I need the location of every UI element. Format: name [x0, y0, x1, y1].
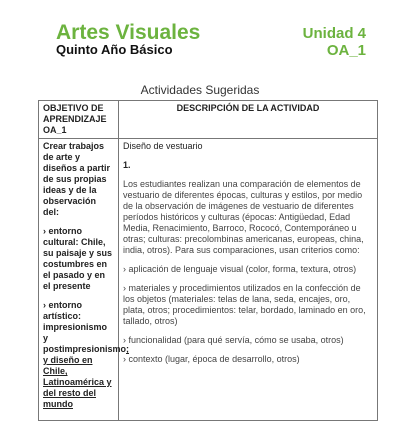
criteria-item: › aplicación de lenguaje visual (color, forma, textura, otros)	[123, 264, 357, 274]
objective-cell	[39, 139, 130, 421]
table-row	[39, 139, 378, 421]
description-column-header: DESCRIPCIÓN DE LA ACTIVIDAD	[119, 101, 378, 139]
activity-table	[38, 100, 378, 421]
objective-code: OA_1	[326, 42, 366, 59]
criteria-item: › contexto (lugar, época de desarrollo, otros)	[123, 354, 300, 364]
objective-intro: Crear trabajos de arte y diseños a partir de sus propias ideas y de la observación del:	[43, 141, 111, 217]
objective-item-design-text: ; y diseño en Chile, Latinoamérica y del resto del mundo	[43, 344, 130, 409]
table-header-row	[39, 101, 378, 139]
section-title: Actividades Sugeridas	[140, 83, 260, 97]
activity-paragraph: Los estudiantes realizan una comparación de elementos de vestuario de diferentes épocas, culturas y estilos, por medio de la observación de imágenes de vestuario de diferentes períodos históricos y culturas (épocas: Antigüedad, Edad Media, Renacimiento, Barroco, Rococó, Contemporáneo u otras; culturas: precolombinas americanas, europeas, china, india, otros). Para sus comparaciones, usan criterios como:	[123, 179, 364, 255]
objective-item-cultural: › entorno cultural: Chile, su paisaje y sus costumbres en el pasado y en el presente	[43, 226, 113, 291]
criteria-item: › materiales y procedimientos utilizados en la confección de los objetos (materiales: telas de lana, seda, encajes, oro, plata, otros; procedimientos: telar, bordado, laminado en oro, tallado, otros)	[123, 283, 366, 326]
activity-number: 1.	[123, 160, 131, 170]
page-header	[0, 0, 400, 64]
description-cell	[119, 139, 378, 421]
objective-item-artistic	[43, 300, 130, 410]
unit-label: Unidad 4	[302, 25, 366, 42]
document-title: Artes Visuales	[56, 21, 201, 44]
criteria-item: › funcionalidad (para qué servía, cómo se usaba, otros)	[123, 335, 344, 345]
document-subtitle: Quinto Año Básico	[56, 42, 173, 57]
objective-column-header: OBJETIVO DE APRENDIZAJE OA_1	[39, 101, 119, 139]
activity-heading: Diseño de vestuario	[123, 141, 203, 151]
objective-item-artistic-text: › entorno artístico: impresionismo y postimpresionismo	[43, 300, 127, 354]
